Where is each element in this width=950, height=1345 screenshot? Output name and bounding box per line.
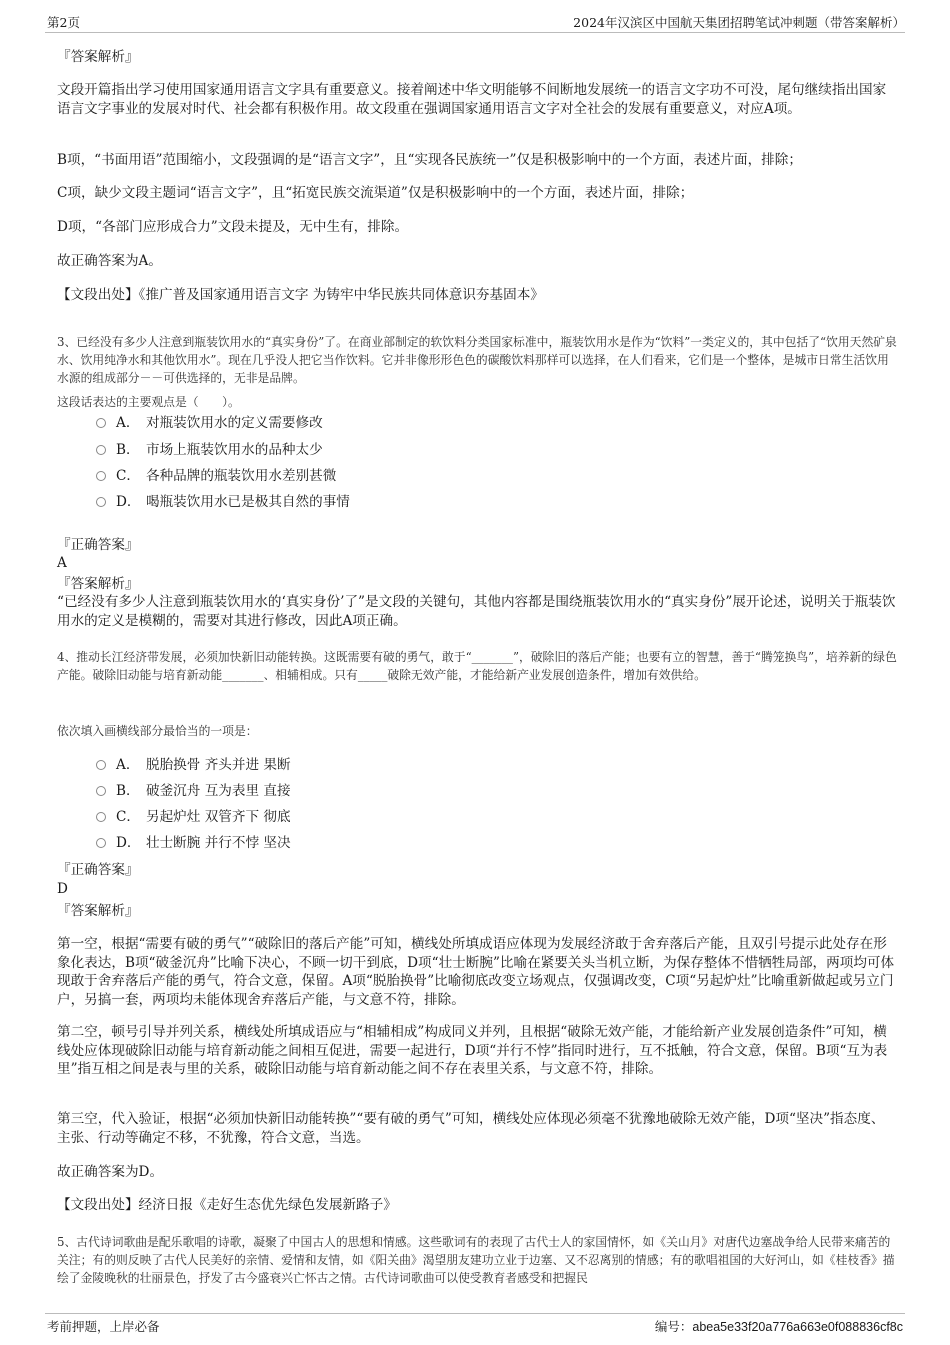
page-header — [45, 12, 905, 33]
blank-3: _____ — [357, 668, 388, 682]
q4-conclusion: 故正确答案为D。 — [57, 1164, 164, 1180]
q4-answer-label: 『正确答案』 — [57, 862, 139, 878]
q4-explanation-paragraph: 第一空，根据“需要有破的勇气”“破除旧的落后产能”可知，横线处所填成语应体现为发展经济敢于舍弃落后产能，且双引号提示此处存在形象化表达，B项“破釜沉舟”比喻下决心，不顾一切干到底，D项“壮士断腕”比喻在紧要关头当机立断，为保存整体不惜牺牲局部，两项均可体现敢于舍弃落后产能的勇气，符合文意，保留。A项“脱胎换骨”比喻彻底改变立场观点，仅强调改变，C项“另起炉灶”比喻重新做起或另立门户，另搞一套，两项均未能体现舍弃落后产能，与文意不符，排除。 — [57, 936, 895, 1008]
q4-answer: D — [57, 881, 68, 897]
q2-conclusion: 故正确答案为A。 — [57, 253, 162, 269]
q3-stem: 3、已经没有多少人注意到瓶装饮用水的“真实身份”了。在商业部制定的软饮料分类国家标准中，瓶装饮用水是作为“饮料”一类定义的，其中包括了“饮用天然矿泉水、饮用纯净水和其他饮用水”。现在几乎没人把它当作饮料。它并非像形形色色的碳酸饮料那样可以选择，在人们看来，它们是一个整体，是城市日常生活饮用水源的组成部分－－可供选择的，无非是品牌。 — [57, 335, 897, 385]
q2-explanation-paragraph: 文段开篇指出学习使用国家通用语言文字具有重要意义。接着阐述中华文明能够不间断地发展统一的语言文字功不可没，尾句继续指出国家语言文字事业的发展对时代、社会都有积极作用。故文段重在强调国家通用语言文字对全社会的发展有重要意义，对应A项。 — [57, 82, 887, 117]
blank-1: _______ — [471, 650, 513, 664]
q4-prompt: 依次填入画横线部分最恰当的一项是： — [57, 724, 258, 738]
radio-icon[interactable] — [96, 471, 106, 481]
radio-icon[interactable] — [96, 497, 106, 507]
q3-explanation: “已经没有多少人注意到瓶装饮用水的‘真实身份’了”是文段的关键句，其他内容都是围绕瓶装饮用水的“真实身份”展开论述，说明关于瓶装饮用水的定义是模糊的，需要对其进行修改，因此A项正确。 — [57, 594, 896, 629]
radio-icon[interactable] — [96, 445, 106, 455]
q3-option-b[interactable]: B． 市场上瓶装饮用水的品种太少 — [96, 441, 323, 459]
q2-explanation-paragraph: B项，“书面用语”范围缩小，文段强调的是“语言文字”，且“实现各民族统一”仅是积极影响中的一个方面，表述片面，排除； — [57, 152, 802, 168]
q2-explanation-paragraph: C项，缺少文段主题词“语言文字”，且“拓宽民族交流渠道”仅是积极影响中的一个方面，表述片面，排除； — [57, 185, 694, 201]
document-code: 编号：abea5e33f20a776a663e0f088836cf8c — [654, 1319, 903, 1334]
radio-icon[interactable] — [96, 812, 106, 822]
q4-option-c[interactable]: C． 另起炉灶 双管齐下 彻底 — [96, 808, 291, 826]
q4-explanation-paragraph: 第三空，代入验证，根据“必须加快新旧动能转换”“要有破的勇气”可知，横线处应体现必须毫不犹豫地破除无效产能，D项“坚决”指态度、主张、行动等确定不移，不犹豫，符合文意，当选。 — [57, 1111, 885, 1146]
q4-explanation-label: 『答案解析』 — [57, 903, 139, 919]
radio-icon[interactable] — [96, 786, 106, 796]
q3-prompt: 这段话表达的主要观点是（ ）。 — [57, 395, 240, 409]
q3-answer-label: 『正确答案』 — [57, 537, 139, 553]
blank-2: _______ — [222, 668, 264, 682]
q3-option-a[interactable]: A． 对瓶装饮用水的定义需要修改 — [96, 414, 323, 432]
q2-explanation-paragraph: D项，“各部门应形成合力”文段未提及，无中生有，排除。 — [57, 219, 409, 235]
q4-option-a[interactable]: A． 脱胎换骨 齐头并进 果断 — [96, 756, 291, 774]
radio-icon[interactable] — [96, 418, 106, 428]
radio-icon[interactable] — [96, 838, 106, 848]
q3-option-d[interactable]: D． 喝瓶装饮用水已是极其自然的事情 — [96, 493, 350, 511]
q4-stem: 4、推动长江经济带发展，必须加快新旧动能转换。这既需要有破的勇气，敢于“_______”，破除旧的落后产能；也要有立的智慧，善于“腾笼换鸟”，培养新的绿色产能。破除旧动能与培育新动能_______、相辅相成。只有_____破除无效产能，才能给新产业发展创造条件，增加有效供给。 — [57, 650, 897, 682]
q5-stem: 5、古代诗词歌曲是配乐歌唱的诗歌，凝聚了中国古人的思想和情感。这些歌词有的表现了古代士人的家国情怀，如《关山月》对唐代边塞战争给人民带来痛苦的关注；有的则反映了古代人民美好的亲情、爱情和友情，如《阳关曲》渴望朋友建功立业于边塞、又不忍离别的情感；有的歌唱祖国的大好河山，如《桂枝香》描绘了金陵晚秋的壮丽景色，抒发了古今盛衰兴亡怀古之情。古代诗词歌曲可以使受教育者感受和把握民 — [57, 1235, 895, 1285]
radio-icon[interactable] — [96, 760, 106, 770]
q2-explanation-label: 『答案解析』 — [57, 49, 139, 65]
q3-explanation-label: 『答案解析』 — [57, 576, 139, 592]
q4-source: 【文段出处】经济日报《走好生态优先绿色发展新路子》 — [57, 1197, 397, 1213]
footer-slogan: 考前押题，上岸必备 — [47, 1319, 160, 1334]
q4-option-d[interactable]: D． 壮士断腕 并行不悖 坚决 — [96, 834, 291, 852]
document-title: 2024年汉滨区中国航天集团招聘笔试冲刺题（带答案解析） — [573, 15, 905, 30]
q3-answer: A — [57, 555, 67, 571]
q4-explanation-paragraph: 第二空，顿号引导并列关系，横线处所填成语应与“相辅相成”构成同义并列，且根据“破除无效产能，才能给新产业发展创造条件”可知，横线处应体现破除旧动能与培育新动能之间相互促进，需要一起进行，D项“并行不悖”指同时进行，互不抵触，符合文意，保留。B项“互为表里”指互相之间是表与里的关系，破除旧动能与培育新动能之间不存在表里关系，与文意不符，排除。 — [57, 1024, 888, 1077]
q2-source: 【文段出处】《推广普及国家通用语言文字 为铸牢中华民族共同体意识夯基固本》 — [57, 287, 544, 303]
page-number: 第2页 — [47, 15, 80, 30]
q3-option-c[interactable]: C． 各种品牌的瓶装饮用水差别甚微 — [96, 467, 336, 485]
q4-option-b[interactable]: B． 破釜沉舟 互为表里 直接 — [96, 782, 291, 800]
page-footer — [45, 1313, 905, 1334]
